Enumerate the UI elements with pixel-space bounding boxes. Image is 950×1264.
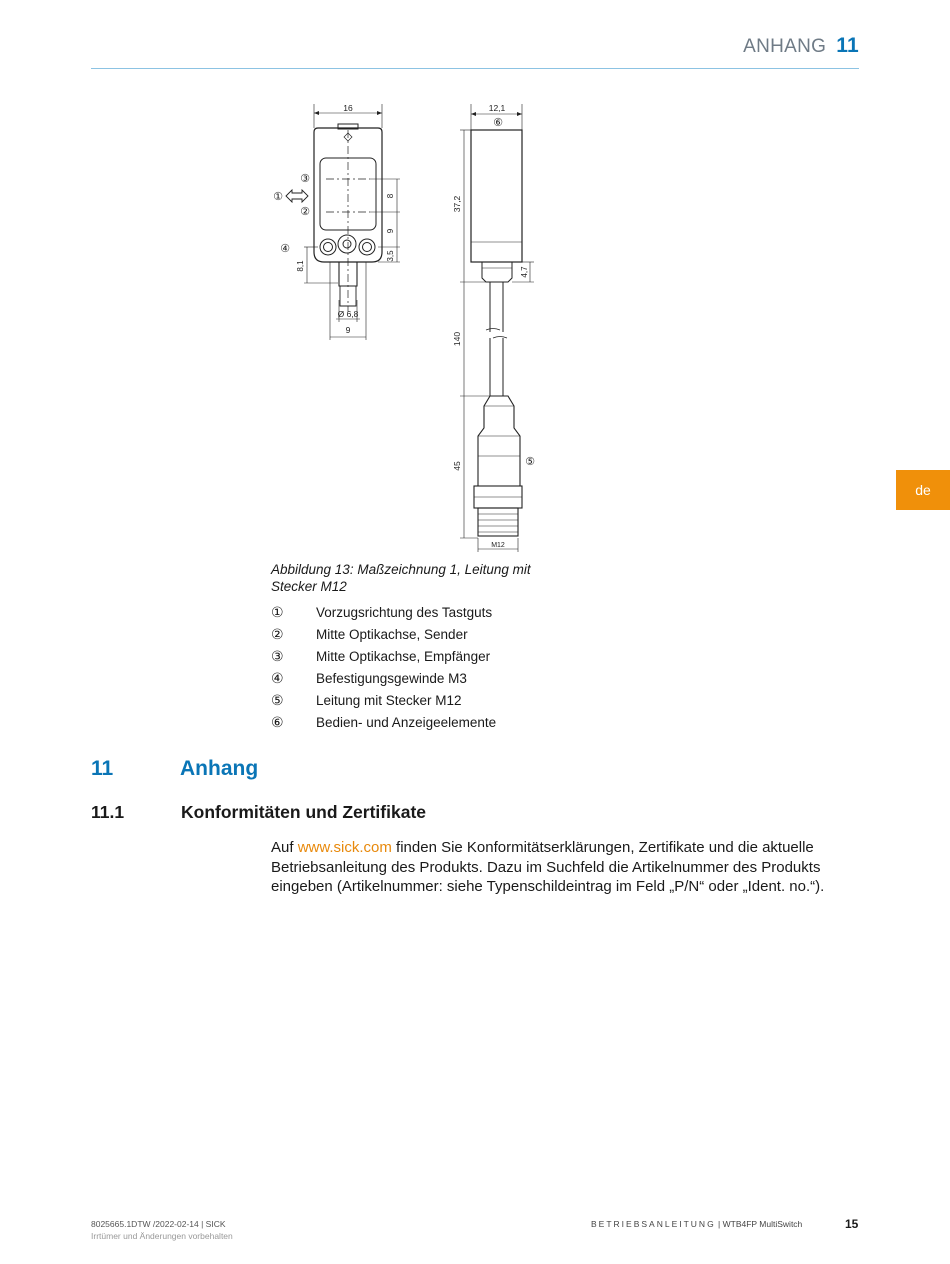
section-number: 11 <box>91 757 114 780</box>
header-divider <box>91 68 859 69</box>
body-text-before-link: Auf <box>271 839 298 856</box>
legend-marker: ② <box>271 627 284 643</box>
legend-item <box>271 647 490 667</box>
legend-marker: ⑥ <box>271 715 284 731</box>
language-tab[interactable]: de <box>896 470 950 510</box>
header-chapter-name: ANHANG <box>743 36 827 57</box>
dim-opt-distance: 8 <box>386 193 395 199</box>
section-heading <box>91 757 259 781</box>
header-chapter-number: 11 <box>836 34 859 57</box>
dimension-drawing <box>262 98 552 558</box>
legend-text: Vorzugsrichtung des Tastguts <box>316 605 493 620</box>
sick-website-link[interactable]: www.sick.com <box>297 839 392 856</box>
footer-left <box>91 1218 233 1242</box>
dim-distance-8-1: 8,1 <box>296 260 305 272</box>
dim-width-side: 12,1 <box>488 103 506 113</box>
dim-diameter: Ø 6,8 <box>337 309 359 319</box>
callout-6: ⑥ <box>493 117 503 129</box>
dim-thread: M12 <box>491 542 505 549</box>
dim-height-main: 37,2 <box>452 195 462 213</box>
figure-caption: Abbildung 13: Maßzeichnung 1, Leitung mit Stecker M12 <box>271 562 531 594</box>
body-paragraph <box>271 838 846 897</box>
callout-2: ② <box>300 206 310 218</box>
footer-product: | WTB4FP MultiSwitch <box>715 1219 803 1229</box>
front-view <box>273 103 400 340</box>
footer-doc-type: BETRIEBSANLEITUNG <box>591 1219 716 1229</box>
dim-base-width: 9 <box>345 325 351 335</box>
callout-4: ④ <box>280 243 290 255</box>
legend-text: Bedien- und Anzeigeelemente <box>316 715 497 730</box>
legend-item <box>271 691 462 711</box>
dim-distance-3-5: 3,5 <box>386 250 395 262</box>
legend-item <box>271 669 467 689</box>
subsection-heading <box>91 802 427 823</box>
dim-width-front: 16 <box>343 103 353 113</box>
legend-item <box>271 713 496 733</box>
footer-doc-id: 8025665.1DTW /2022-02-14 | SICK <box>91 1219 226 1229</box>
subsection-number: 11.1 <box>91 802 125 822</box>
legend-item <box>271 625 468 645</box>
page-number: 15 <box>845 1217 859 1231</box>
side-view <box>452 103 535 552</box>
footer-disclaimer: Irrtümer und Änderungen vorbehalten <box>91 1231 233 1241</box>
callout-1: ① <box>273 191 283 203</box>
callout-5: ⑤ <box>525 456 535 468</box>
dim-height-small: 4,7 <box>520 266 529 278</box>
legend-text: Befestigungsgewinde M3 <box>316 671 467 686</box>
footer-right <box>591 1219 802 1229</box>
section-title: Anhang <box>180 757 259 780</box>
legend-item <box>271 603 492 623</box>
legend-marker: ③ <box>271 649 284 665</box>
legend-marker: ⑤ <box>271 693 284 709</box>
dim-connector-length: 45 <box>452 461 462 471</box>
header-chapter <box>743 34 859 58</box>
legend-marker: ④ <box>271 671 284 687</box>
legend-text: Mitte Optikachse, Sender <box>316 627 468 642</box>
dim-distance-9: 9 <box>386 228 395 234</box>
legend-text: Mitte Optikachse, Empfänger <box>316 649 491 664</box>
body-text-after-link: finden Sie Konformitätserklärungen, Zertifikate und die aktuelle Betriebsanleitung des Produkts. Dazu im Suchfeld die Artikelnummer des Produkts eingeben (Artikelnummer: siehe Typenschildeintrag im Feld „P/N“ oder „Ident. no.“). <box>271 839 825 895</box>
callout-3: ③ <box>300 173 310 185</box>
subsection-title: Konformitäten und Zertifikate <box>181 802 427 822</box>
dim-cable-length: 140 <box>452 331 462 347</box>
legend-text: Leitung mit Stecker M12 <box>316 693 462 708</box>
legend-marker: ① <box>271 605 284 621</box>
